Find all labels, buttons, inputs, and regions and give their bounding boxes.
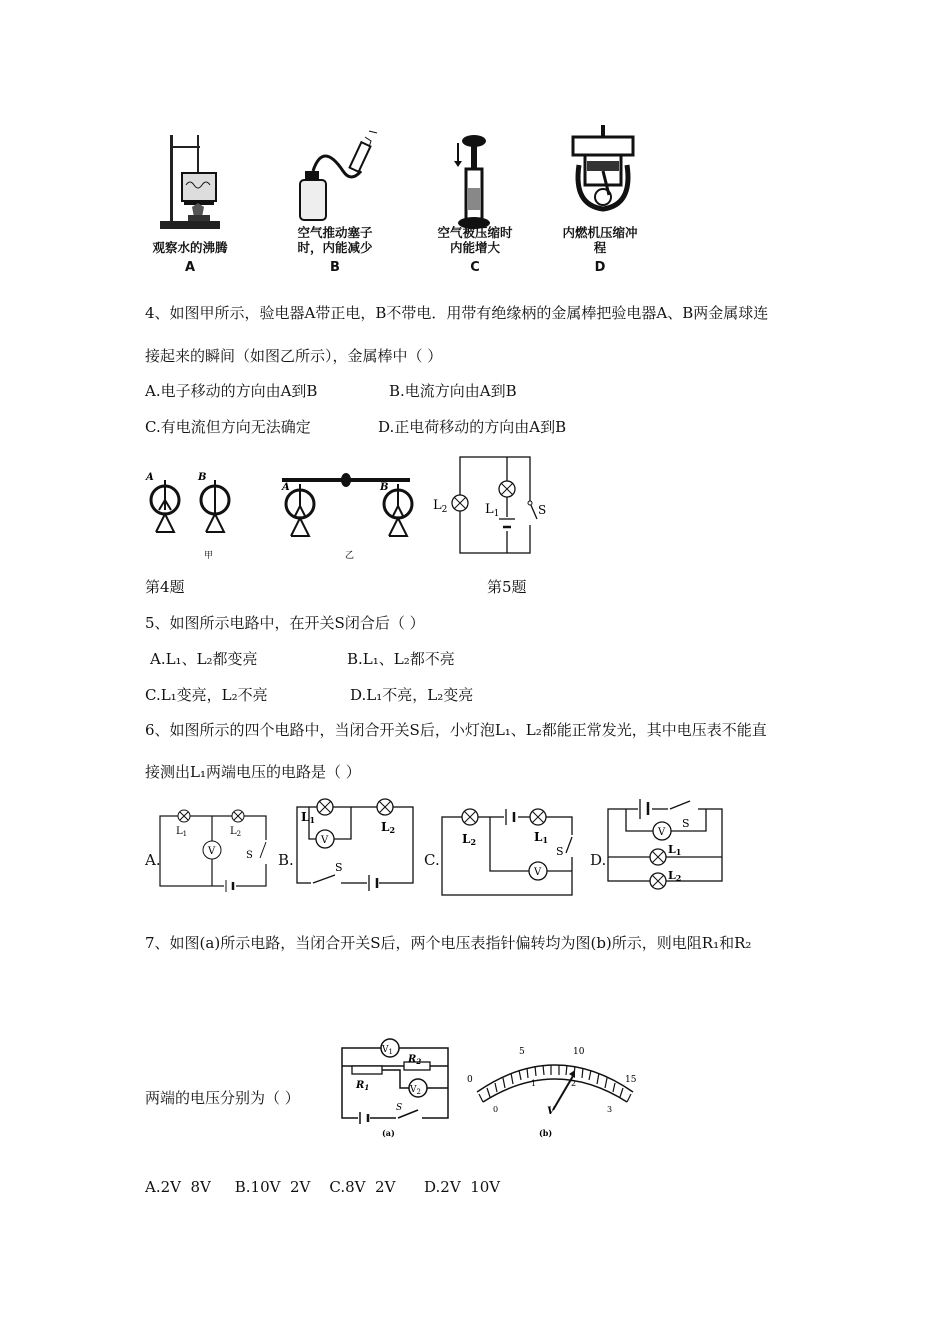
q7-voltmeter-dial [465, 1040, 645, 1140]
svg-text:A: A [282, 482, 290, 493]
svg-text:B: B [198, 472, 207, 483]
boiling-water-apparatus [150, 125, 230, 235]
q6-label-b: B. [278, 851, 294, 869]
dial-top-15: 15 [625, 1075, 637, 1085]
q6-label-a: A. [145, 851, 161, 869]
svg-text:S: S [682, 817, 690, 830]
svg-text:V2: $V_2$ [410, 1085, 421, 1096]
q4-stem-line2: 接起来的瞬间（如图乙所示），金属棒中（ ） [145, 347, 443, 365]
label-yi: 乙 [345, 551, 355, 561]
electroscope-a-jia [145, 472, 179, 532]
svg-text:L2: L2 [668, 869, 682, 883]
q3-caption-a: 观察水的沸腾 [152, 240, 228, 255]
label-jia: 甲 [204, 551, 214, 561]
q7-circuit-a [338, 1038, 458, 1138]
electroscopes-connected-yi [281, 473, 412, 536]
q3-letter-c: C [470, 260, 480, 275]
svg-text:L2: $L_2$ [230, 826, 242, 838]
dial-bottom-3: 3 [607, 1105, 613, 1114]
q4-option-d: D.正电荷移动的方向由A到B [378, 418, 567, 436]
q3-figures [140, 125, 660, 285]
dial-bottom-0: 0 [493, 1105, 499, 1114]
q5-option-b: B.L₁、L₂都不亮 [347, 650, 455, 668]
svg-text:S: S [556, 845, 564, 858]
q6-stem-line2: 接测出L₁两端电压的电路是（ ） [145, 763, 361, 781]
q6-stem-line1: 6、如图所示的四个电路中，当闭合开关S后，小灯泡L₁、L₂都能正常发光，其中电压表不能直 [145, 721, 767, 739]
svg-text:V1: $V_1$ [382, 1045, 393, 1056]
svg-text:L1: $L_1$ [485, 502, 500, 519]
q3-letter-a: A [184, 260, 196, 275]
svg-text:L1: $L_1$ [176, 826, 188, 838]
svg-text:V: V [658, 827, 666, 838]
q6-circuit-b [295, 795, 415, 885]
q4-option-c: C.有电流但方向无法确定 [145, 418, 311, 436]
electroscope-b-jia [197, 472, 229, 532]
svg-text:V: V [534, 867, 542, 878]
svg-text:L1: L1 [534, 830, 549, 845]
q5-figure-label: 第5题 [487, 578, 527, 596]
dial-bottom-2: 2 [571, 1079, 577, 1088]
svg-text:S: S [538, 503, 547, 517]
svg-text:V: V [208, 846, 216, 857]
q3-caption-d: 内燃机压缩冲程 [562, 225, 638, 255]
q7-fig-a-label: (a) [382, 1128, 395, 1138]
dial-top-5: 5 [519, 1047, 525, 1057]
svg-text:S: S [396, 1103, 403, 1113]
q3-letter-b: B [330, 260, 340, 275]
dial-unit: V [547, 1106, 555, 1117]
dial-top-10: 10 [573, 1047, 585, 1057]
svg-text:B: B [380, 482, 389, 493]
q7-options: A.2V 8V B.10V 2V C.8V 2V D.2V 10V [145, 1178, 501, 1196]
q5-option-a: A.L₁、L₂都变亮 [150, 650, 258, 668]
q4-option-a: A.电子移动的方向由A到B [145, 382, 318, 400]
q5-option-d: D.L₁不亮，L₂变亮 [350, 686, 474, 704]
svg-text:L1: L1 [301, 810, 316, 825]
q6-label-c: C. [424, 851, 440, 869]
q4-stem-line1: 4、如图甲所示，验电器A带正电，B不带电．用带有绝缘柄的金属棒把验电器A、B两金属球连 [145, 304, 769, 322]
q7-stem-line1: 7、如图(a)所示电路，当闭合开关S后，两个电压表指针偏转均为图(b)所示，则电阻R₁和R₂ [145, 934, 752, 952]
svg-text:R1: $R_1$ [356, 1080, 370, 1092]
svg-text:S: S [246, 850, 253, 861]
air-compression-apparatus [450, 133, 510, 233]
q6-circuit-a [158, 808, 268, 888]
svg-text:L2: L2 [381, 820, 396, 835]
q3-caption-b: 空气推动塞子时，内能减少 [297, 225, 373, 255]
svg-text:L2: L2 [462, 832, 477, 847]
q7-fig-b-label: (b) [539, 1128, 553, 1138]
q7-stem-line2: 两端的电压分别为（ ） [145, 1089, 300, 1107]
q4-figure-label: 第4题 [145, 578, 185, 596]
svg-text:L1: L1 [668, 843, 682, 857]
q4-option-b: B.电流方向由A到B [389, 382, 517, 400]
svg-text:L2: $L_2$ [433, 498, 448, 515]
svg-text:V: V [321, 835, 329, 846]
svg-text:R2: $R_2$ [408, 1054, 422, 1066]
svg-text:A: A [146, 472, 154, 483]
electroscope-figure [140, 470, 420, 560]
dial-top-0: 0 [467, 1075, 473, 1085]
dial-bottom-1: 1 [531, 1079, 537, 1088]
q6-circuit-d [606, 795, 726, 885]
q3-caption-c: 空气被压缩时内能增大 [437, 225, 513, 255]
q5-stem: 5、如图所示电路中，在开关S闭合后（ ） [145, 614, 425, 632]
q5-option-c: C.L₁变亮，L₂不亮 [145, 686, 268, 704]
q6-circuit-c [440, 805, 590, 895]
q6-label-d: D. [590, 851, 607, 869]
engine-cylinder [565, 125, 645, 225]
svg-text:S: S [335, 861, 343, 874]
q5-circuit [433, 455, 547, 555]
q3-letter-d: D [594, 260, 606, 275]
